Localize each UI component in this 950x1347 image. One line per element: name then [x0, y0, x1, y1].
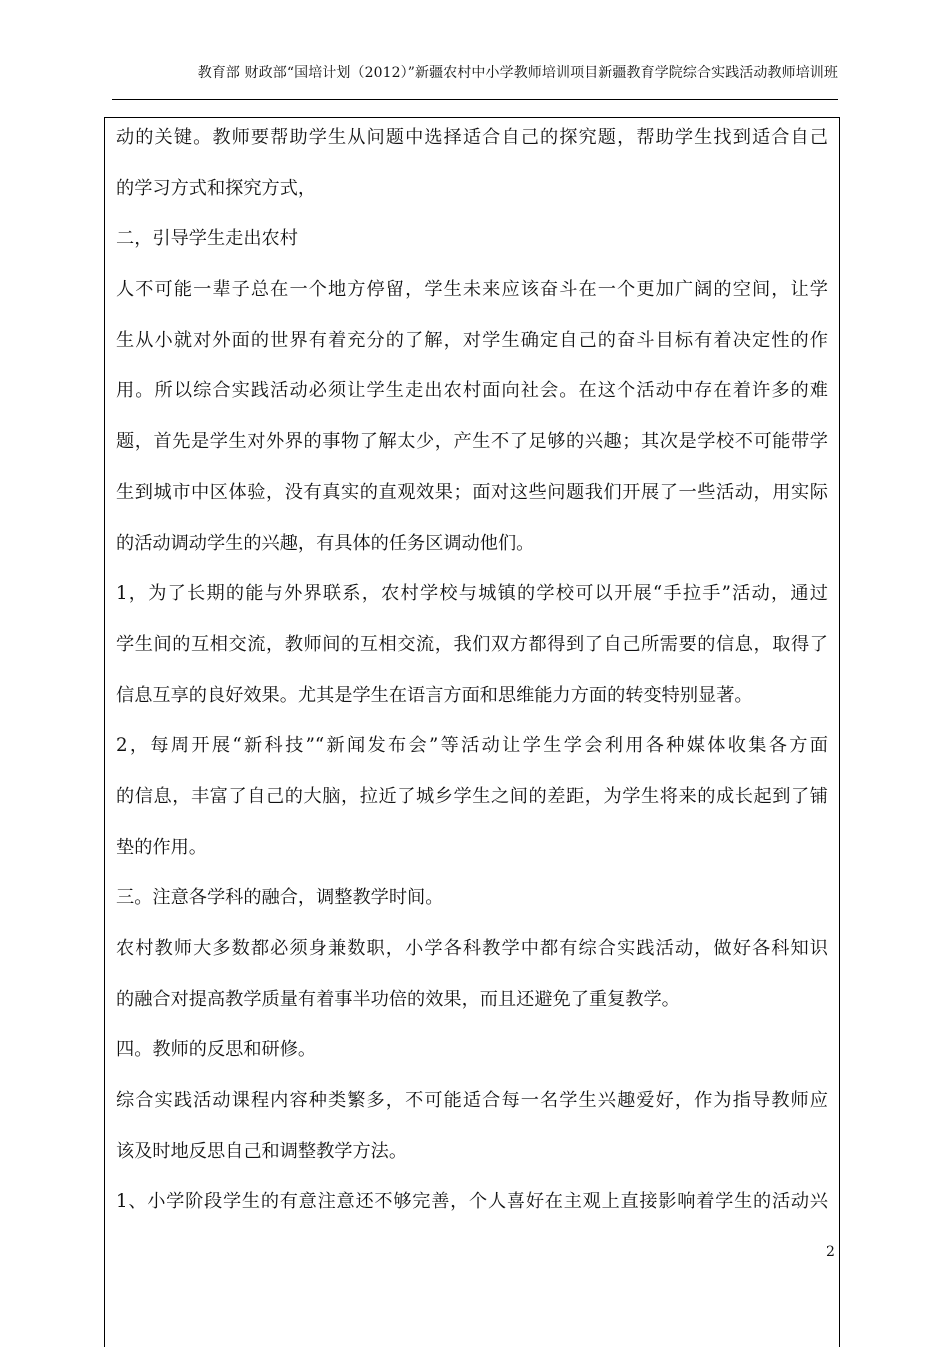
- paragraph-line: 垫的作用。: [116, 836, 207, 858]
- paragraph-line: 人不可能一辈子总在一个地方停留，学生未来应该奋斗在一个更加广阔的空间，让学: [116, 279, 828, 301]
- paragraph-line: 生从小就对外面的世界有着充分的了解，对学生确定自己的奋斗目标有着决定性的作: [116, 329, 828, 351]
- paragraph-line: 的融合对提高教学质量有着事半功倍的效果，而且还避免了重复教学。: [116, 988, 680, 1010]
- paragraph-line: 生到城市中区体验，没有真实的直观效果；面对这些问题我们开展了一些活动，用实际: [116, 481, 828, 503]
- paragraph-line: 1，为了长期的能与外界联系，农村学校与城镇的学校可以开展“手拉手”活动，通过: [116, 583, 828, 605]
- paragraph-line: 2，每周开展“新科技”“新闻发布会”等活动让学生学会利用各种媒体收集各方面: [116, 735, 828, 757]
- paragraph-line: 学生间的互相交流，教师间的互相交流，我们双方都得到了自己所需要的信息，取得了: [116, 633, 828, 655]
- header-rule: [112, 99, 838, 100]
- body-text: [116, 120, 828, 1235]
- paragraph-line: 的学习方式和探究方式，: [116, 177, 317, 199]
- page-header: 教育部 财政部“国培计划（2012）”新疆农村中小学教师培训项目新疆教育学院综合实践活动教师培训班: [197, 65, 838, 81]
- paragraph-line: 的信息，丰富了自己的大脑，拉近了城乡学生之间的差距，为学生将来的成长起到了铺: [116, 785, 828, 807]
- paragraph-line: 信息互享的良好效果。尤其是学生在语言方面和思维能力方面的转变特别显著。: [116, 684, 753, 706]
- paragraph-line: 综合实践活动课程内容种类繁多，不可能适合每一名学生兴趣爱好，作为指导教师应: [116, 1090, 828, 1112]
- paragraph-line: 二，引导学生走出农村: [116, 228, 298, 250]
- paragraph-line: 1、小学阶段学生的有意注意还不够完善，个人喜好在主观上直接影响着学生的活动兴: [116, 1191, 828, 1213]
- paragraph-line: 题，首先是学生对外界的事物了解太少，产生不了足够的兴趣；其次是学校不可能带学: [116, 431, 828, 453]
- paragraph-line: 该及时地反思自己和调整教学方法。: [116, 1140, 408, 1162]
- paragraph-line: 用。所以综合实践活动必须让学生走出农村面向社会。在这个活动中存在着许多的难: [116, 380, 828, 402]
- page-number: 2: [826, 1244, 835, 1260]
- paragraph-line: 农村教师大多数都必须身兼数职，小学各科教学中都有综合实践活动，做好各科知识: [116, 938, 828, 959]
- paragraph-line: 四。教师的反思和研修。: [116, 1039, 317, 1061]
- paragraph-line: 三。注意各学科的融合，调整教学时间。: [116, 887, 444, 909]
- paragraph-line: 的活动调动学生的兴趣，有具体的任务区调动他们。: [116, 532, 535, 554]
- paragraph-line: 动的关键。教师要帮助学生从问题中选择适合自己的探究题，帮助学生找到适合自己: [116, 127, 828, 148]
